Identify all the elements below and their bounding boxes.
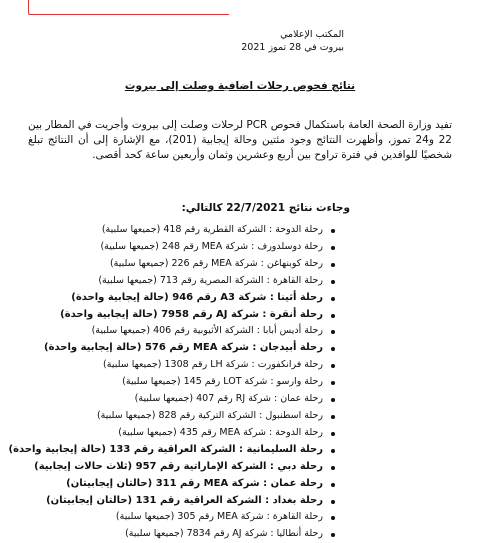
- flight-item: رحلة القاهرة : شركة MEA رقم 305 (جميعها سلبية): [9, 509, 335, 526]
- flight-item: رحلة أثينا : شركة A3 رقم 946 (حالة إيجابية واحدة): [9, 290, 335, 307]
- flight-item: رحلة الدوحة : شركة MEA رقم 435 (جميعها سلبية): [9, 425, 335, 442]
- flight-item: رحلة دبي : الشركة الإماراتية رقم 957 (ثلاث حالات إيجابية): [9, 459, 335, 476]
- flight-item: رحلة أديس أبابا : الشركة الأثيوبية رقم 406 (جميعها سلبية): [9, 323, 335, 340]
- flight-item: رحلة عمان : شركة MEA رقم 311 (حالتان إيجابيتان): [9, 476, 335, 493]
- flight-item: رحلة اسطنبول : الشركة التركية رقم 828 (جميعها سلبية): [9, 408, 335, 425]
- flight-item: رحلة بغداد : الشركة العراقية رقم 131 (حالتان إيجابيتان): [9, 493, 335, 510]
- flight-item: رحلة فرانكفورت : شركة LH رقم 1308 (جميعها سلبية): [9, 357, 335, 374]
- document-title: نتائج فحوص رحلات اضافية وصلت إلى بيروت: [124, 80, 356, 92]
- flight-item: رحلة أبيدجان : شركة MEA رقم 576 (حالة إيجابية واحدة): [9, 340, 335, 357]
- header-frame-rule: [28, 0, 229, 15]
- flight-item: رحلة كوبنهاغن : شركة MEA رقم 226 (جميعها سلبية): [9, 256, 335, 273]
- document-date: بيروت في 28 تموز 2021: [241, 42, 344, 53]
- flight-item: رحلة أنطاليا : شركة AJ رقم 7834 (جميعها سلبية): [9, 526, 335, 543]
- office-name: المكتب الإعلامي: [280, 29, 344, 40]
- document-header: [241, 28, 344, 54]
- flight-results-list: [9, 222, 335, 543]
- flight-item: رحلة أنقرة : شركة AJ رقم 7958 (حالة إيجابية واحدة): [9, 307, 335, 324]
- flight-item: رحلة السليمانية : الشركة العراقية رقم 133 (حالة إيجابية واحدة): [9, 442, 335, 459]
- intro-paragraph: تفيد وزارة الصحة العامة باستكمال فحوص PCR لرحلات وصلت إلى بيروت وأجريت في المطار بين 22 و24 تموز، وأظهرت النتائج وجود مئتين وحالة إيجابية (201)، مع الإشارة إلى أن النتائج تبلغ شخصيًا للوافدين في فترة تراوح بين أربع وعشرين وثمان وأربعين ساعة كحد أقصى.: [28, 119, 452, 161]
- flight-item: رحلة وارسو : شركة LOT رقم 145 (جميعها سلبية): [9, 374, 335, 391]
- flight-item: رحلة عمان : شركة RJ رقم 407 (جميعها سلبية): [9, 391, 335, 408]
- flight-item: رحلة القاهرة : الشركة المصرية رقم 713 (جميعها سلبية): [9, 273, 335, 290]
- flight-item: رحلة الدوحة : الشركة القطرية رقم 418 (جميعها سلبية): [9, 222, 335, 239]
- flight-item: رحلة دوسلدورف : شركة MEA رقم 248 (جميعها سلبية): [9, 239, 335, 256]
- results-heading: وجاءت نتائج 22/7/2021 كالتالي:: [181, 202, 350, 214]
